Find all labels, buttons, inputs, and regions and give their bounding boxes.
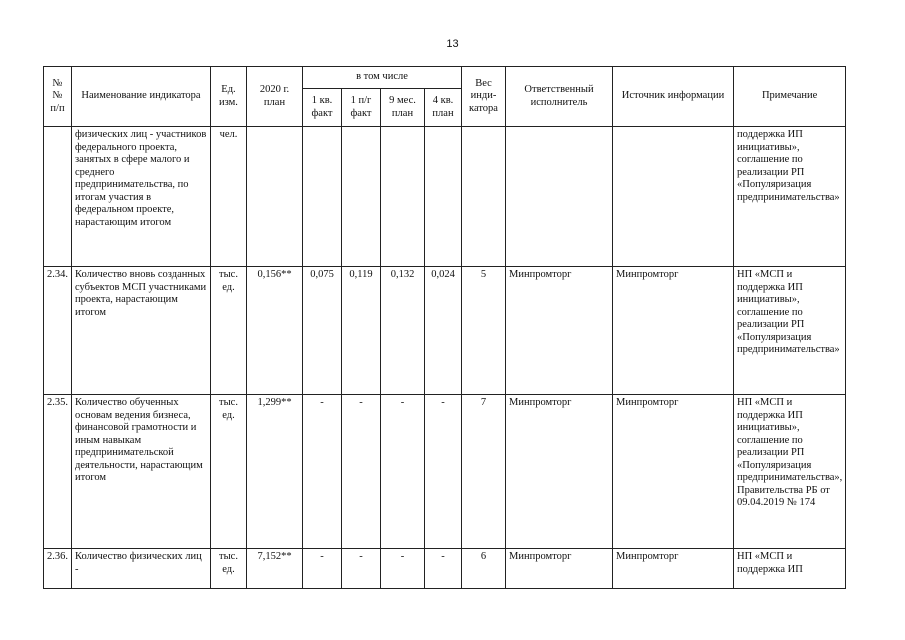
row-name: Количество вновь созданных субъектов МСП участниками проекта, нарастающим итогом xyxy=(72,267,211,395)
header-group: в том числе xyxy=(303,67,462,89)
row-responsible: Минпромторг xyxy=(506,549,613,589)
row-h1: - xyxy=(342,549,381,589)
row-q4: - xyxy=(425,549,462,589)
row-m9 xyxy=(381,127,425,267)
header-source: Источник информации xyxy=(613,67,734,127)
header-name: Наименование индикатора xyxy=(72,67,211,127)
row-responsible xyxy=(506,127,613,267)
row-q1 xyxy=(303,127,342,267)
table-row xyxy=(44,395,846,549)
row-weight xyxy=(462,127,506,267)
table-row xyxy=(44,127,846,267)
header-m9: 9 мес. план xyxy=(381,89,425,127)
table-row xyxy=(44,267,846,395)
header-plan2020: 2020 г. план xyxy=(247,67,303,127)
row-note: НП «МСП и поддержка ИП инициативы», соглашение по реализации РП «Популяризация предпринимательства» xyxy=(734,267,846,395)
row-weight: 5 xyxy=(462,267,506,395)
row-q1: 0,075 xyxy=(303,267,342,395)
row-responsible: Минпромторг xyxy=(506,267,613,395)
row-h1 xyxy=(342,127,381,267)
row-weight: 6 xyxy=(462,549,506,589)
indicator-table xyxy=(43,66,846,589)
row-num: 2.35. xyxy=(44,395,72,549)
row-h1: - xyxy=(342,395,381,549)
header-q1: 1 кв. факт xyxy=(303,89,342,127)
row-plan2020: 7,152** xyxy=(247,549,303,589)
row-source: Минпромторг xyxy=(613,395,734,549)
header-num: № № п/п xyxy=(44,67,72,127)
row-name: Количество физических лиц - xyxy=(72,549,211,589)
row-unit: тыс. ед. xyxy=(211,267,247,395)
header-weight: Вес инди-катора xyxy=(462,67,506,127)
row-plan2020: 0,156** xyxy=(247,267,303,395)
row-num: 2.36. xyxy=(44,549,72,589)
row-q4: 0,024 xyxy=(425,267,462,395)
row-weight: 7 xyxy=(462,395,506,549)
row-m9: 0,132 xyxy=(381,267,425,395)
row-q4: - xyxy=(425,395,462,549)
row-q1: - xyxy=(303,549,342,589)
row-unit: тыс. ед. xyxy=(211,549,247,589)
row-note: НП «МСП и поддержка ИП инициативы», соглашение по реализации РП «Популяризация предпринимательства», Правительства РБ от 09.04.2019 № 174 xyxy=(734,395,846,549)
row-plan2020 xyxy=(247,127,303,267)
row-num xyxy=(44,127,72,267)
row-responsible: Минпромторг xyxy=(506,395,613,549)
header-h1: 1 п/г факт xyxy=(342,89,381,127)
row-source xyxy=(613,127,734,267)
header-note: Примечание xyxy=(734,67,846,127)
row-q1: - xyxy=(303,395,342,549)
row-m9: - xyxy=(381,549,425,589)
row-num: 2.34. xyxy=(44,267,72,395)
header-q4: 4 кв. план xyxy=(425,89,462,127)
header-unit: Ед. изм. xyxy=(211,67,247,127)
row-m9: - xyxy=(381,395,425,549)
row-name: Количество обученных основам ведения бизнеса, финансовой грамотности и иным навыкам предпринимательской деятельности, нарастающим итогом xyxy=(72,395,211,549)
page-number: 13 xyxy=(446,38,459,50)
row-h1: 0,119 xyxy=(342,267,381,395)
row-unit: чел. xyxy=(211,127,247,267)
row-name: физических лиц - участников федерального проекта, занятых в сфере малого и среднего предпринимательства, по итогам участия в федеральном проекте, нарастающим итогом xyxy=(72,127,211,267)
row-unit: тыс. ед. xyxy=(211,395,247,549)
row-note: поддержка ИП инициативы», соглашение по реализации РП «Популяризация предпринимательства» xyxy=(734,127,846,267)
row-source: Минпромторг xyxy=(613,549,734,589)
row-plan2020: 1,299** xyxy=(247,395,303,549)
header-responsible: Ответственный исполнитель xyxy=(506,67,613,127)
row-note: НП «МСП и поддержка ИП xyxy=(734,549,846,589)
table-row xyxy=(44,549,846,589)
row-source: Минпромторг xyxy=(613,267,734,395)
row-q4 xyxy=(425,127,462,267)
